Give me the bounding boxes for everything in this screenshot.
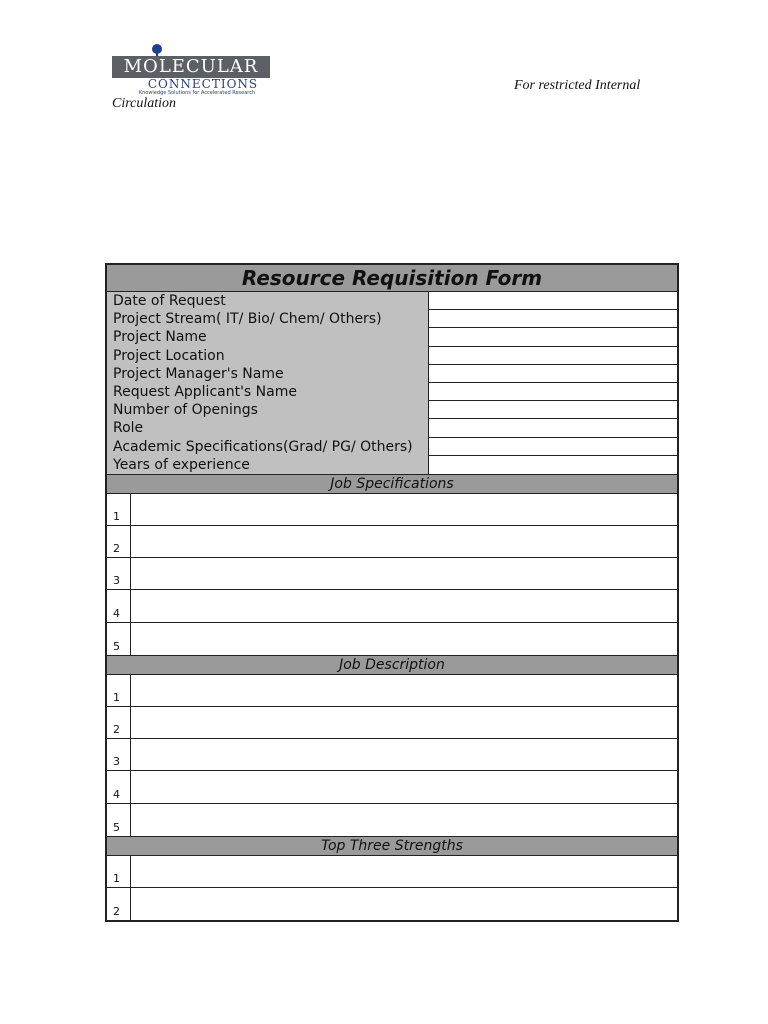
field-label-academic-specifications: Academic Specifications(Grad/ PG/ Others)	[113, 438, 413, 455]
field-label-date-of-request: Date of Request	[113, 293, 226, 309]
job-desc-input-3[interactable]	[131, 739, 677, 770]
logo-word-top: MOLECULAR	[112, 56, 270, 78]
strength-input-2[interactable]	[131, 888, 677, 920]
number-of-openings-field[interactable]	[429, 401, 677, 419]
resource-requisition-form	[105, 263, 679, 922]
row-number: 1	[107, 675, 131, 706]
project-manager-field[interactable]	[429, 365, 677, 383]
job-spec-row	[107, 494, 677, 526]
section-header-job-description: Job Description	[107, 655, 677, 675]
job-desc-row	[107, 771, 677, 803]
logo-word-bottom: CONNECTIONS	[147, 77, 259, 91]
row-number: 1	[107, 856, 131, 887]
project-stream-field[interactable]	[429, 310, 677, 328]
job-desc-input-1[interactable]	[131, 675, 677, 706]
row-number: 4	[107, 590, 131, 621]
strength-row	[107, 888, 677, 920]
field-label-request-applicant: Request Applicant's Name	[113, 383, 297, 400]
field-values	[429, 292, 677, 474]
job-spec-row	[107, 558, 677, 590]
years-of-experience-field[interactable]	[429, 456, 677, 474]
job-desc-input-2[interactable]	[131, 707, 677, 738]
job-desc-input-5[interactable]	[131, 804, 677, 836]
section-header-job-specifications: Job Specifications	[107, 474, 677, 494]
academic-specifications-field[interactable]	[429, 438, 677, 456]
row-number: 5	[107, 804, 131, 836]
project-name-field[interactable]	[429, 328, 677, 346]
row-number: 5	[107, 623, 131, 655]
job-spec-row	[107, 623, 677, 655]
form-title: Resource Requisition Form	[107, 265, 677, 292]
row-number: 4	[107, 771, 131, 802]
field-label-project-manager: Project Manager's Name	[113, 365, 284, 382]
project-location-field[interactable]	[429, 347, 677, 365]
field-labels	[107, 292, 429, 474]
field-label-project-location: Project Location	[113, 347, 225, 364]
field-label-project-stream: Project Stream( IT/ Bio/ Chem/ Others)	[113, 311, 382, 328]
circulation-note: Circulation	[112, 96, 177, 111]
field-label-role: Role	[113, 420, 144, 437]
date-of-request-field[interactable]	[429, 292, 677, 310]
row-number: 2	[107, 707, 131, 738]
company-logo	[112, 44, 272, 96]
field-label-project-name: Project Name	[113, 329, 207, 346]
logo-tagline: Knowledge Solutions for Accelerated Research	[138, 90, 256, 96]
role-field[interactable]	[429, 419, 677, 437]
job-spec-row	[107, 590, 677, 622]
job-desc-row	[107, 804, 677, 836]
row-number: 3	[107, 558, 131, 589]
row-number: 1	[107, 494, 131, 525]
section-header-top-three-strengths: Top Three Strengths	[107, 836, 677, 856]
job-spec-input-3[interactable]	[131, 558, 677, 589]
job-spec-row	[107, 526, 677, 558]
job-spec-input-5[interactable]	[131, 623, 677, 655]
row-number: 3	[107, 739, 131, 770]
row-number: 2	[107, 888, 131, 920]
field-label-years-of-experience: Years of experience	[113, 456, 250, 473]
job-spec-input-1[interactable]	[131, 494, 677, 525]
job-spec-input-4[interactable]	[131, 590, 677, 621]
request-fields	[107, 292, 677, 474]
field-label-number-of-openings: Number of Openings	[113, 402, 258, 419]
request-applicant-field[interactable]	[429, 383, 677, 401]
job-desc-input-4[interactable]	[131, 771, 677, 802]
row-number: 2	[107, 526, 131, 557]
job-desc-row	[107, 675, 677, 707]
job-spec-input-2[interactable]	[131, 526, 677, 557]
strength-row	[107, 856, 677, 888]
job-desc-row	[107, 739, 677, 771]
restricted-note: For restricted Internal	[514, 78, 641, 93]
strength-input-1[interactable]	[131, 856, 677, 887]
job-desc-row	[107, 707, 677, 739]
